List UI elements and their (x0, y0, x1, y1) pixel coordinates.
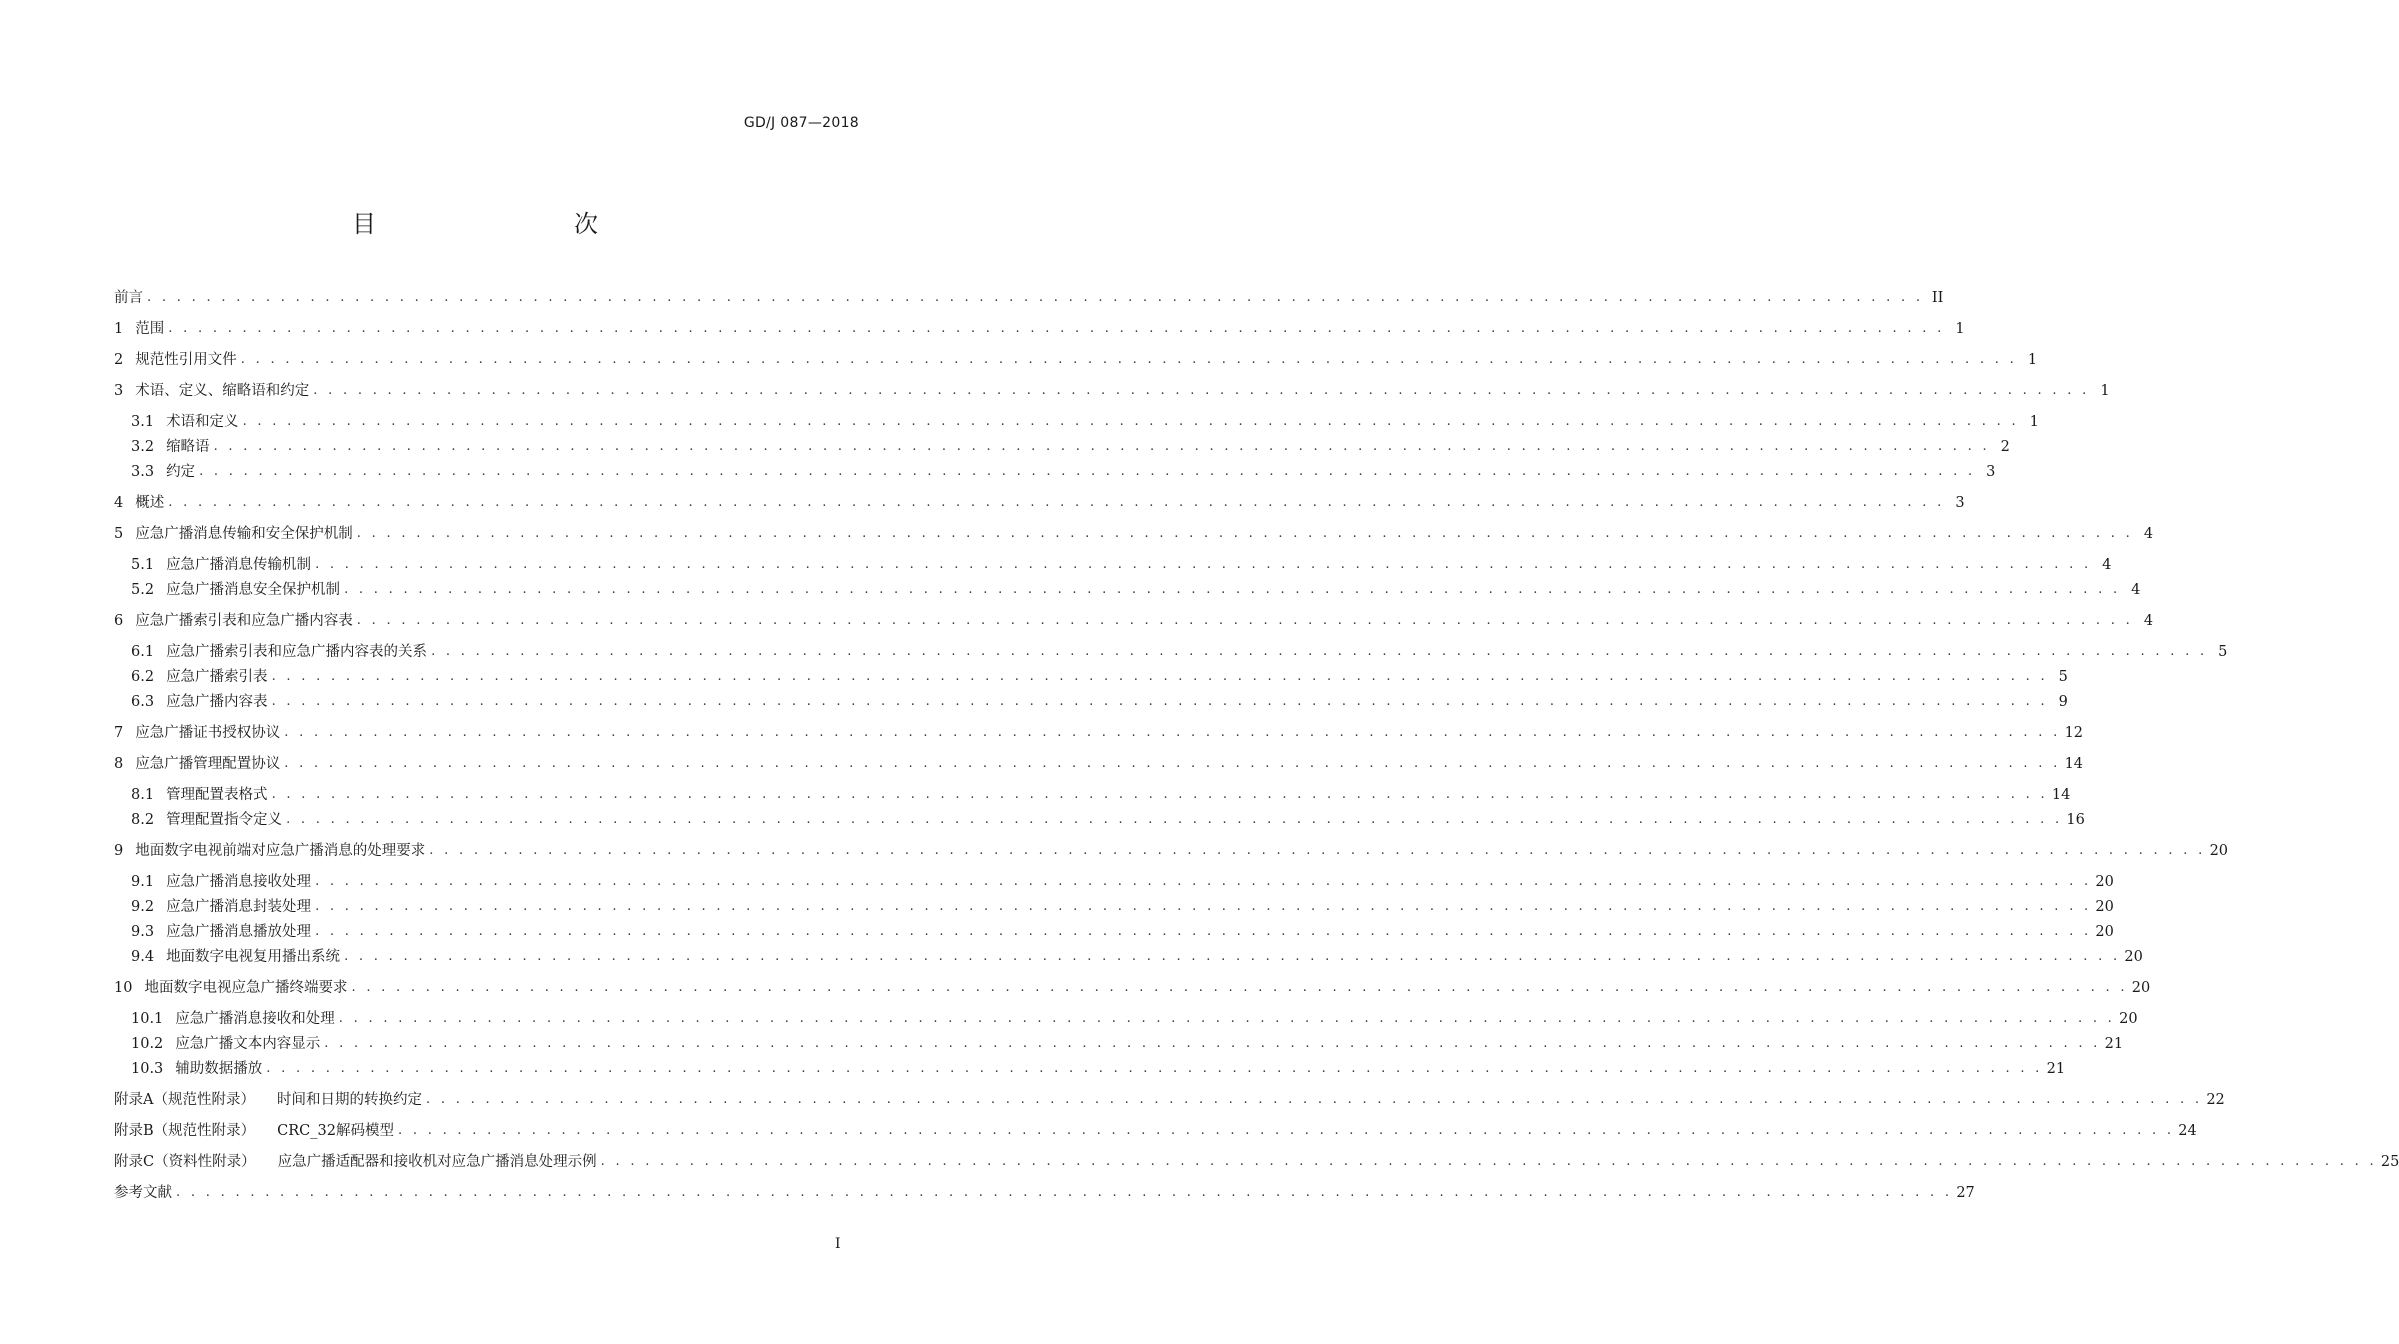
toc-entry-number: 3.2 (131, 439, 155, 455)
toc-entry-title: 术语、定义、缩略语和约定 (135, 383, 310, 399)
toc-entry-number: 6.2 (131, 669, 155, 685)
dot-leader: . . . . . . . . . . . . . . . . . . . . . . . . . . . . . . . . . . . . . . . . . . . . . . . . . . . . . . . . . . . . . . . . . . . . . . . . . . . . . . . . . . . . . . . . . . . . . . . . . . . . . . . . . . . . . . . . . . . . . . . . (271, 787, 2048, 802)
toc-entry-page: 25 (2380, 1154, 2399, 1170)
toc-entry-page: 3 (1986, 464, 1996, 480)
toc-entry-title: 应急广播适配器和接收机对应急广播消息处理示例 (277, 1154, 597, 1170)
toc-entry-page: 20 (2119, 1011, 2138, 1027)
toc-entry-title: CRC_32解码模型 (277, 1123, 394, 1139)
dot-leader: . . . . . . . . . . . . . . . . . . . . . . . . . . . . . . . . . . . . . . . . . . . . . . . . . . . . . . . . . . . . . . . . . . . . . . . . . . . . . . . . . . . . . . . . . . . . . . . . . . . . . . . . . . . . . . . . . . . . . . . . (271, 694, 2048, 709)
dot-leader: . . . . . . . . . . . . . . . . . . . . . . . . . . . . . . . . . . . . . . . . . . . . . . . . . . . . . . . . . . . . . . . . . . . . . . . . . . . . . . . . . . . . . . . . . . . . . . . . . . . . . . . . . . . . . . . . . . . . . . . . (315, 557, 2092, 572)
dot-leader: . . . . . . . . . . . . . . . . . . . . . . . . . . . . . . . . . . . . . . . . . . . . . . . . . . . . . . . . . . . . . . . . . . . . . . . . . . . . . . . . . . . . . . . . . . . . . . . . . . . . . . . . . . . . . . . . . . . . . . . . (147, 290, 1924, 305)
toc-entry-page: 20 (2131, 980, 2151, 996)
dot-leader: . . . . . . . . . . . . . . . . . . . . . . . . . . . . . . . . . . . . . . . . . . . . . . . . . . . . . . . . . . . . . . . . . . . . . . . . . . . . . . . . . . . . . . . . . . . . . . . . . . . . . . . . . . . . . . . . . . . . . . . . (242, 414, 2019, 429)
toc-entry-number: 3.1 (131, 414, 155, 430)
toc-entry-number: 3.3 (131, 464, 155, 480)
dot-leader: . . . . . . . . . . . . . . . . . . . . . . . . . . . . . . . . . . . . . . . . . . . . . . . . . . . . . . . . . . . . . . . . . . . . . . . . . . . . . . . . . . . . . . . . . . . . . . . . . . . . . . . . . . . . . . . . . . . . . . . . (213, 439, 1990, 454)
toc-entry[interactable] (114, 1119, 2197, 1143)
dot-leader: . . . . . . . . . . . . . . . . . . . . . . . . . . . . . . . . . . . . . . . . . . . . . . . . . . . . . . . . . . . . . . . . . . . . . . . . . . . . . . . . . . . . . . . . . . . . . . . . . . . . . . . . . . . . . . . . . . . . . . . . (271, 669, 2048, 684)
toc-entry[interactable] (114, 721, 2084, 745)
toc-entry[interactable] (131, 665, 2068, 689)
toc-entry[interactable] (114, 522, 2154, 546)
dot-leader: . . . . . . . . . . . . . . . . . . . . . . . . . . . . . . . . . . . . . . . . . . . . . . . . . . . . . . . . . . . . . . . . . . . . . . . . . . . . . . . . . . . . . . . . . . . . . . . . . . . . . . . . . . . . . . . . . . . . . . . . (168, 495, 1945, 510)
toc-entry-page: 27 (1956, 1185, 1975, 1201)
toc-entry-title: 地面数字电视前端对应急广播消息的处理要求 (135, 843, 426, 859)
toc-entry-number: 8 (114, 756, 124, 772)
toc-entry-page: 20 (2124, 949, 2143, 965)
toc-entry-page: 12 (2064, 725, 2084, 741)
dot-leader: . . . . . . . . . . . . . . . . . . . . . . . . . . . . . . . . . . . . . . . . . . . . . . . . . . . . . . . . . . . . . . . . . . . . . . . . . . . . . . . . . . . . . . . . . . . . . . . . . . . . . . . . . . . . . . . . . . . . . . . . (315, 899, 2092, 914)
toc-entry[interactable] (114, 379, 2110, 403)
toc-entry-page: 4 (2143, 526, 2154, 542)
toc-entry[interactable] (114, 1088, 2225, 1112)
dot-leader: . . . . . . . . . . . . . . . . . . . . . . . . . . . . . . . . . . . . . . . . . . . . . . . . . . . . . . . . . . . . . . . . . . . . . . . . . . . . . . . . . . . . . . . . . . . . . . . . . . . . . . . . . . . . . . . . . . . . . . . . (199, 464, 1976, 479)
dot-leader: . . . . . . . . . . . . . . . . . . . . . . . . . . . . . . . . . . . . . . . . . . . . . . . . . . . . . . . . . . . . . . . . . . . . . . . . . . . . . . . . . . . . . . . . . . . . . . . . . . . . . . . . . . . . . . . . . . . . . . . . (286, 812, 2063, 827)
toc-entry-page: 21 (2046, 1061, 2066, 1077)
toc-entry-title: 辅助数据播放 (175, 1061, 263, 1077)
toc-entry-number: 5.2 (131, 582, 155, 598)
toc-entry-page: 9 (2058, 694, 2068, 710)
toc-entry-title: 地面数字电视复用播出系统 (166, 949, 341, 965)
toc-entry[interactable] (131, 808, 2085, 832)
toc-entry-page: 3 (1955, 495, 1965, 511)
toc-entry-page: 4 (2131, 582, 2141, 598)
toc-entry-page: 1 (2029, 414, 2039, 430)
toc-entry-number: 6.3 (131, 694, 155, 710)
toc-entry-title: 前言 (114, 290, 143, 306)
toc-entry-number: 附录C（资料性附录） (114, 1154, 256, 1170)
toc-entry-page: 20 (2209, 843, 2229, 859)
toc-entry-title: 参考文献 (114, 1185, 172, 1201)
toc-entry-number: 10.1 (131, 1011, 164, 1027)
toc-entry-title: 应急广播索引表和应急广播内容表 (135, 613, 353, 629)
toc-entry-number: 9.2 (131, 899, 155, 915)
toc-entry-page: 16 (2066, 812, 2085, 828)
toc-entry[interactable] (131, 1007, 2138, 1031)
toc-entry-number: 10.2 (131, 1036, 164, 1052)
dot-leader: . . . . . . . . . . . . . . . . . . . . . . . . . . . . . . . . . . . . . . . . . . . . . . . . . . . . . . . . . . . . . . . . . . . . . . . . . . . . . . . . . . . . . . . . . . . . . . . . . . . . . . . . . . . . . . . . . . . . . . . . (315, 924, 2092, 939)
toc-entry[interactable] (131, 783, 2071, 807)
toc-entry-number: 附录B（规范性附录） (114, 1123, 256, 1139)
toc-entry-title: 应急广播消息传输和安全保护机制 (135, 526, 353, 542)
toc-entry[interactable] (114, 1181, 1975, 1205)
dot-leader: . . . . . . . . . . . . . . . . . . . . . . . . . . . . . . . . . . . . . . . . . . . . . . . . . . . . . . . . . . . . . . . . . . . . . . . . . . . . . . . . . . . . . . . . . . . . . . . . . . . . . . . . . . . . . . . . . . . . . . . . (356, 526, 2134, 541)
toc-entry-number: 5 (114, 526, 124, 542)
dot-leader: . . . . . . . . . . . . . . . . . . . . . . . . . . . . . . . . . . . . . . . . . . . . . . . . . . . . . . . . . . . . . . . . . . . . . . . . . . . . . . . . . . . . . . . . . . . . . . . . . . . . . . . . . . . . . . . . . . . . . . . . (313, 383, 2090, 398)
toc-entry[interactable] (131, 640, 2228, 664)
dot-leader: . . . . . . . . . . . . . . . . . . . . . . . . . . . . . . . . . . . . . . . . . . . . . . . . . . . . . . . . . . . . . . . . . . . . . . . . . . . . . . . . . . . . . . . . . . . . . . . . . . . . . . . . . . . . . . . . . . . . . . . . (600, 1154, 2377, 1169)
toc-entry-page: 5 (2218, 644, 2228, 660)
dot-leader: . . . . . . . . . . . . . . . . . . . . . . . . . . . . . . . . . . . . . . . . . . . . . . . . . . . . . . . . . . . . . . . . . . . . . . . . . . . . . . . . . . . . . . . . . . . . . . . . . . . . . . . . . . . . . . . . . . . . . . . . (324, 1036, 2101, 1051)
toc-entry-title: 术语和定义 (166, 414, 239, 430)
dot-leader: . . . . . . . . . . . . . . . . . . . . . . . . . . . . . . . . . . . . . . . . . . . . . . . . . . . . . . . . . . . . . . . . . . . . . . . . . . . . . . . . . . . . . . . . . . . . . . . . . . . . . . . . . . . . . . . . . . . . . . . . (240, 352, 2018, 367)
toc-entry-title: 应急广播消息传输机制 (166, 557, 312, 573)
toc-entry-number: 3 (114, 383, 124, 399)
toc-entry-number: 6 (114, 613, 124, 629)
toc-entry-page: 14 (2051, 787, 2071, 803)
toc-entry-title: 约定 (166, 464, 196, 480)
toc-entry[interactable] (114, 286, 1944, 310)
toc-entry-page: 1 (1955, 321, 1965, 337)
toc-entry-page: 4 (2102, 557, 2112, 573)
toc-entry-title: 规范性引用文件 (135, 352, 237, 368)
toc-entry-page: 24 (2178, 1123, 2197, 1139)
toc-entry[interactable] (114, 752, 2084, 776)
toc-entry-number: 7 (114, 725, 124, 741)
toc-entry-title: 应急广播文本内容显示 (175, 1036, 321, 1052)
toc-entry[interactable] (131, 460, 1996, 484)
toc-entry-number: 2 (114, 352, 124, 368)
toc-entry[interactable] (114, 317, 1965, 341)
toc-entry-title: 应急广播索引表和应急广播内容表的关系 (166, 644, 428, 660)
toc-entry-number: 6.1 (131, 644, 155, 660)
toc-entry-page: 20 (2095, 899, 2114, 915)
toc-entry-title: 范围 (135, 321, 165, 337)
toc-entry[interactable] (131, 945, 2143, 969)
toc-entry-title: 应急广播索引表 (166, 669, 268, 685)
dot-leader: . . . . . . . . . . . . . . . . . . . . . . . . . . . . . . . . . . . . . . . . . . . . . . . . . . . . . . . . . . . . . . . . . . . . . . . . . . . . . . . . . . . . . . . . . . . . . . . . . . . . . . . . . . . . . . . . . . . . . . . . (284, 756, 2061, 771)
toc-entry[interactable] (114, 348, 2038, 372)
toc-entry[interactable] (114, 609, 2154, 633)
toc-entry-title: 应急广播消息接收和处理 (175, 1011, 335, 1027)
dot-leader: . . . . . . . . . . . . . . . . . . . . . . . . . . . . . . . . . . . . . . . . . . . . . . . . . . . . . . . . . . . . . . . . . . . . . . . . . . . . . . . . . . . . . . . . . . . . . . . . . . . . . . . . . . . . . . . . . . . . . . . . (344, 949, 2121, 964)
toc-entry-title: 地面数字电视应急广播终端要求 (144, 980, 348, 996)
dot-leader: . . . . . . . . . . . . . . . . . . . . . . . . . . . . . . . . . . . . . . . . . . . . . . . . . . . . . . . . . . . . . . . . . . . . . . . . . . . . . . . . . . . . . . . . . . . . . . . . . . . . . . . . . . . . . . . . . . . . . . . . (356, 613, 2134, 628)
toc-entry-number: 8.1 (131, 787, 155, 803)
toc-entry[interactable] (131, 435, 2010, 459)
toc-entry-title: 管理配置表格式 (166, 787, 268, 803)
dot-leader: . . . . . . . . . . . . . . . . . . . . . . . . . . . . . . . . . . . . . . . . . . . . . . . . . . . . . . . . . . . . . . . . . . . . . . . . . . . . . . . . . . . . . . . . . . . . . . . . . . . . . . . . . . . . . . . . . . . . . . . . (315, 874, 2092, 889)
toc-entry-title: 应急广播消息接收处理 (166, 874, 312, 890)
toc-entry[interactable] (131, 578, 2141, 602)
toc-entry-number: 附录A（规范性附录） (114, 1092, 255, 1108)
dot-leader: . . . . . . . . . . . . . . . . . . . . . . . . . . . . . . . . . . . . . . . . . . . . . . . . . . . . . . . . . . . . . . . . . . . . . . . . . . . . . . . . . . . . . . . . . . . . . . . . . . . . . . . . . . . . . . . . . . . . . . . . (284, 725, 2061, 740)
toc-entry-number: 10.3 (131, 1061, 164, 1077)
toc-entry[interactable] (131, 1032, 2124, 1056)
toc-entry-number: 9.1 (131, 874, 155, 890)
toc-entry-number: 5.1 (131, 557, 155, 573)
toc-entry[interactable] (131, 690, 2068, 714)
dot-leader: . . . . . . . . . . . . . . . . . . . . . . . . . . . . . . . . . . . . . . . . . . . . . . . . . . . . . . . . . . . . . . . . . . . . . . . . . . . . . . . . . . . . . . . . . . . . . . . . . . . . . . . . . . . . . . . . . . . . . . . . (344, 582, 2121, 597)
dot-leader: . . . . . . . . . . . . . . . . . . . . . . . . . . . . . . . . . . . . . . . . . . . . . . . . . . . . . . . . . . . . . . . . . . . . . . . . . . . . . . . . . . . . . . . . . . . . . . . . . . . . . . . . . . . . . . . . . . . . . . . . (429, 843, 2206, 858)
toc-entry-title: 应急广播管理配置协议 (135, 756, 281, 772)
dot-leader: . . . . . . . . . . . . . . . . . . . . . . . . . . . . . . . . . . . . . . . . . . . . . . . . . . . . . . . . . . . . . . . . . . . . . . . . . . . . . . . . . . . . . . . . . . . . . . . . . . . . . . . . . . . . . . . . . . . . . . . . (397, 1123, 2175, 1138)
toc-entry-page: 1 (2027, 352, 2038, 368)
toc-entry-page: 21 (2104, 1036, 2124, 1052)
toc-entry-page: 20 (2095, 924, 2114, 940)
toc-entry-title: 应急广播消息播放处理 (166, 924, 312, 940)
dot-leader: . . . . . . . . . . . . . . . . . . . . . . . . . . . . . . . . . . . . . . . . . . . . . . . . . . . . . . . . . . . . . . . . . . . . . . . . . . . . . . . . . . . . . . . . . . . . . . . . . . . . . . . . . . . . . . . . . . . . . . . . (338, 1011, 2116, 1026)
toc-entry-title: 时间和日期的转换约定 (276, 1092, 422, 1108)
toc-entry-number: 10 (114, 980, 133, 996)
toc-entry-page: 22 (2206, 1092, 2225, 1108)
toc-entry-page: 5 (2058, 669, 2068, 685)
toc-entry-number: 1 (114, 321, 124, 337)
toc-entry-page: II (1931, 290, 1944, 306)
dot-leader: . . . . . . . . . . . . . . . . . . . . . . . . . . . . . . . . . . . . . . . . . . . . . . . . . . . . . . . . . . . . . . . . . . . . . . . . . . . . . . . . . . . . . . . . . . . . . . . . . . . . . . . . . . . . . . . . . . . . . . . . (176, 1185, 1953, 1200)
toc-entry[interactable] (114, 1150, 2399, 1174)
toc-entry-title: 缩略语 (166, 439, 210, 455)
toc-entry[interactable] (114, 491, 1965, 515)
toc-entry[interactable] (114, 976, 2151, 1000)
toc-entry-number: 9.3 (131, 924, 155, 940)
dot-leader: . . . . . . . . . . . . . . . . . . . . . . . . . . . . . . . . . . . . . . . . . . . . . . . . . . . . . . . . . . . . . . . . . . . . . . . . . . . . . . . . . . . . . . . . . . . . . . . . . . . . . . . . . . . . . . . . . . . . . . . . (431, 644, 2208, 659)
toc-entry-title: 管理配置指令定义 (166, 812, 283, 828)
toc-entry[interactable] (131, 895, 2114, 919)
dot-leader: . . . . . . . . . . . . . . . . . . . . . . . . . . . . . . . . . . . . . . . . . . . . . . . . . . . . . . . . . . . . . . . . . . . . . . . . . . . . . . . . . . . . . . . . . . . . . . . . . . . . . . . . . . . . . . . . . . . . . . . . (168, 321, 1945, 336)
toc-entry-page: 14 (2064, 756, 2084, 772)
toc-entry-page: 2 (2000, 439, 2010, 455)
standard-code: GD/J 087—2018 (743, 115, 859, 131)
page-title: 目 次 (352, 210, 648, 238)
dot-leader: . . . . . . . . . . . . . . . . . . . . . . . . . . . . . . . . . . . . . . . . . . . . . . . . . . . . . . . . . . . . . . . . . . . . . . . . . . . . . . . . . . . . . . . . . . . . . . . . . . . . . . . . . . . . . . . . . . . . . . . . (425, 1092, 2203, 1107)
toc-entry-title: 应急广播证书授权协议 (135, 725, 281, 741)
toc-entry-page: 4 (2143, 613, 2154, 629)
toc-entry[interactable] (114, 839, 2229, 863)
toc-entry-page: 20 (2095, 874, 2114, 890)
footer-page-number: I (835, 1236, 841, 1252)
toc-entry[interactable] (131, 920, 2114, 944)
toc-entry-title: 概述 (135, 495, 165, 511)
toc-entry[interactable] (131, 410, 2039, 434)
toc-entry-number: 9.4 (131, 949, 155, 965)
toc-entry[interactable] (131, 870, 2114, 894)
toc-entry-title: 应急广播内容表 (166, 694, 268, 710)
toc-entry-number: 4 (114, 495, 124, 511)
toc-entry-number: 8.2 (131, 812, 155, 828)
toc-entry[interactable] (131, 553, 2112, 577)
toc-entry-page: 1 (2100, 383, 2110, 399)
toc-entry-number: 9 (114, 843, 124, 859)
toc-entry-title: 应急广播消息封装处理 (166, 899, 312, 915)
dot-leader: . . . . . . . . . . . . . . . . . . . . . . . . . . . . . . . . . . . . . . . . . . . . . . . . . . . . . . . . . . . . . . . . . . . . . . . . . . . . . . . . . . . . . . . . . . . . . . . . . . . . . . . . . . . . . . . . . . . . . . . . (351, 980, 2128, 995)
toc-entry[interactable] (131, 1057, 2066, 1081)
dot-leader: . . . . . . . . . . . . . . . . . . . . . . . . . . . . . . . . . . . . . . . . . . . . . . . . . . . . . . . . . . . . . . . . . . . . . . . . . . . . . . . . . . . . . . . . . . . . . . . . . . . . . . . . . . . . . . . . . . . . . . . . (266, 1061, 2043, 1076)
toc-entry-title: 应急广播消息安全保护机制 (166, 582, 341, 598)
